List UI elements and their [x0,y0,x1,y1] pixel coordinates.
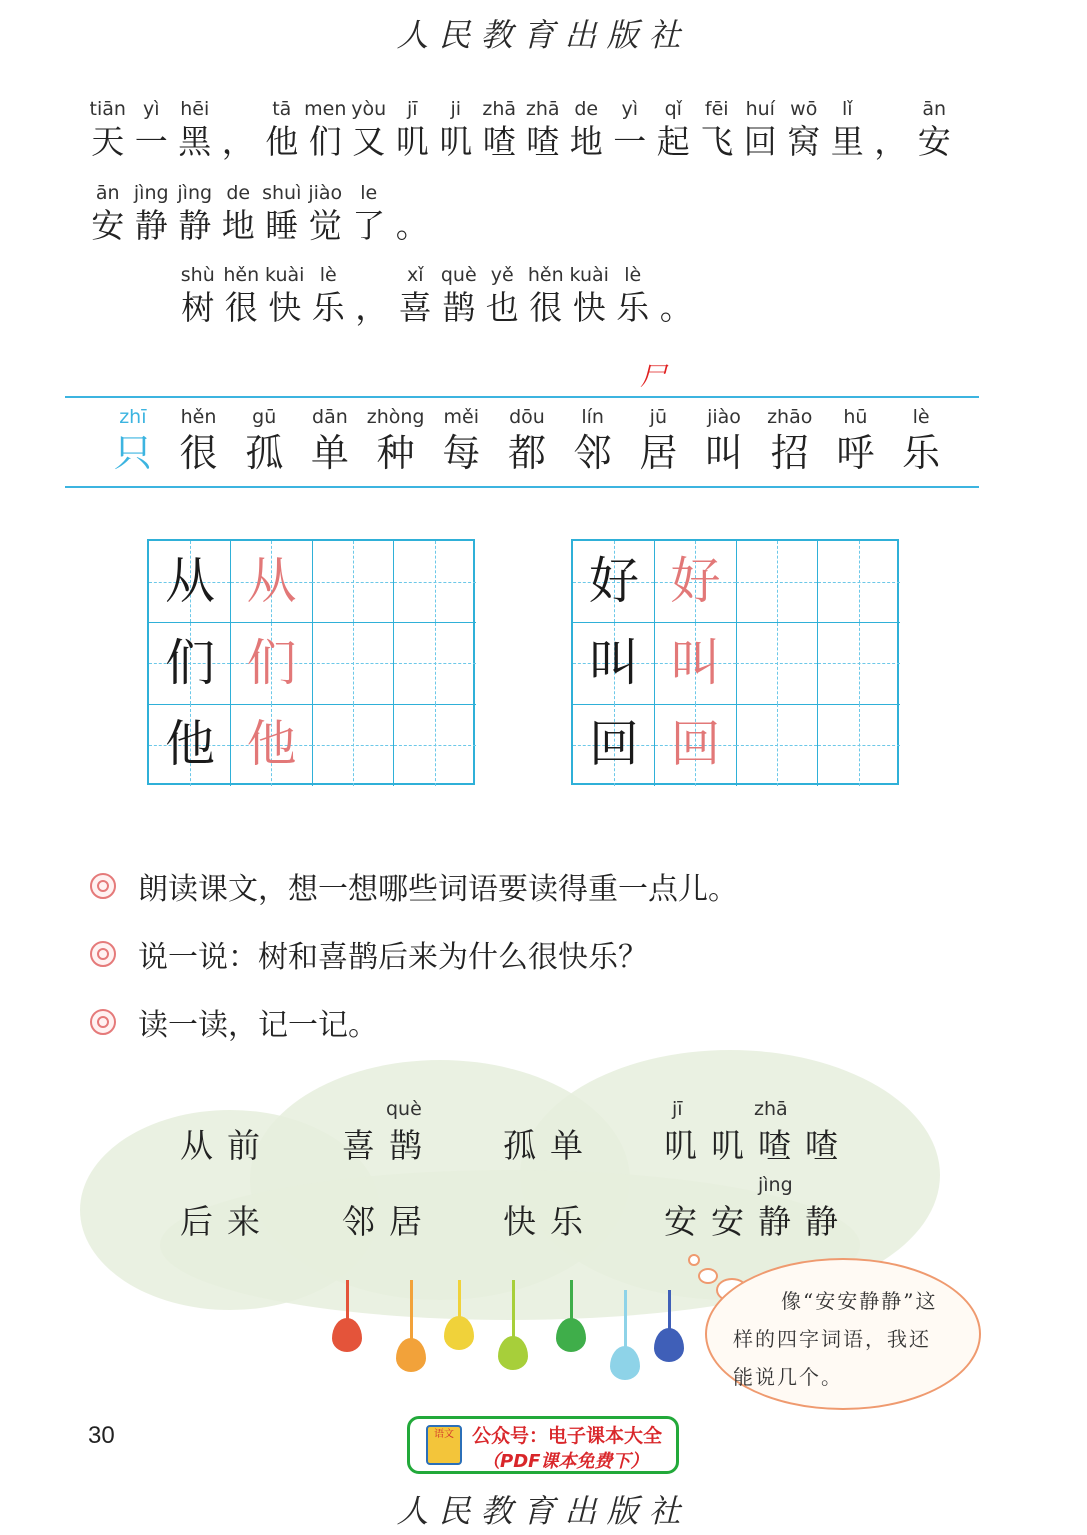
char-with-pinyin [263,262,307,328]
pinyin: lín [581,406,604,428]
pinyin: jiào [308,182,343,204]
word-gudan: 孤单 [503,1126,597,1165]
writing-cell[interactable] [736,541,818,623]
pinyin: ān [922,98,947,120]
hanzi: 树 [181,288,215,327]
trace-character: 从 [246,552,297,610]
char-with-pinyin [437,262,481,328]
char-with-pinyin [739,96,783,162]
pinyin: de [574,98,599,120]
writing-cell[interactable] [736,704,818,786]
hanzi: 窝 [787,122,821,161]
writing-cell[interactable] [149,704,231,786]
pinyin: jū [649,406,667,428]
writing-grid-left [147,539,475,785]
pinyin: ān [95,182,120,204]
writing-cell[interactable] [312,623,394,705]
char-with-pinyin [130,180,174,246]
char-with-pinyin [888,404,954,476]
hanzi: 孤 [245,431,284,475]
hanzi: 睡 [265,206,299,245]
model-character: 从 [165,552,215,610]
char-with-pinyin [304,180,348,246]
passage-line-3 [176,262,698,328]
char-with-pinyin [826,96,870,162]
pinyin: zhā [525,98,560,120]
wechat-badge[interactable] [407,1416,679,1474]
char-with-pinyin [297,404,363,476]
pinyin: zhā [482,98,517,120]
hanzi: 只 [113,431,152,475]
writing-cell[interactable] [736,623,818,705]
hanzi: 很 [179,431,218,475]
pinyin: yòu [351,98,387,120]
hanzi: 又 [352,122,386,161]
writing-cell[interactable] [655,704,737,786]
writing-cell[interactable] [818,541,900,623]
hanzi: 静 [178,206,212,245]
char-with-pinyin [611,262,655,328]
hanzi: 了 [352,206,386,245]
writing-cell[interactable] [573,704,655,786]
writing-cell[interactable] [394,623,476,705]
word-pinyin-jing: jìng [758,1174,793,1196]
char-with-pinyin [86,180,130,246]
pinyin: hěn [223,264,260,286]
char-with-pinyin [166,404,232,476]
pinyin: hū [843,406,868,428]
new-characters-row [100,404,954,476]
hanzi: 安 [91,206,125,245]
model-character: 叫 [589,633,639,692]
model-character: 他 [165,715,215,773]
pinyin: lè [319,264,337,286]
char-with-pinyin [347,96,391,162]
writing-cell[interactable] [573,623,655,705]
hanzi: 叫 [705,431,744,475]
pinyin: gū [252,406,277,428]
hanzi: 。 [395,206,429,245]
hanzi: 乐 [311,288,345,327]
task-text: 读一读，记一记。 [138,1008,378,1043]
bubble-tail-dot [698,1268,718,1284]
top-rule [65,396,979,398]
pinyin: kuài [265,264,305,286]
hanzi: 们 [308,122,342,161]
word-jijizhazha: 叽叽喳喳 [664,1126,852,1165]
hanzi: 种 [376,431,415,475]
swirl-bullet-icon [90,873,116,899]
hanzi: 黑 [178,122,212,161]
char-with-pinyin [217,96,261,162]
model-character: 回 [589,715,639,773]
writing-cell[interactable] [312,541,394,623]
passage-line-1 [86,96,956,162]
char-with-pinyin [231,404,297,476]
pinyin: le [360,182,378,204]
char-with-pinyin [173,96,217,162]
word-pinyin-zha: zhā [754,1098,788,1120]
passage-line-2 [86,180,434,246]
char-with-pinyin [100,404,166,476]
char-with-pinyin [652,96,696,162]
char-with-pinyin [428,404,494,476]
hanzi: 喜 [398,288,432,327]
word-pinyin-ji: jī [672,1098,683,1120]
writing-cell[interactable] [149,623,231,705]
char-with-pinyin [757,404,823,476]
char-with-pinyin [524,262,568,328]
writing-cell[interactable] [818,623,900,705]
hanzi: 很 [529,288,563,327]
hanzi: 鹊 [442,288,476,327]
hanzi: 叽 [439,122,473,161]
hanzi: 他 [265,122,299,161]
writing-cell[interactable] [149,541,231,623]
hanzi: 单 [310,431,349,475]
hanzi: 。 [659,288,693,327]
thought-bubble-text: 像“安安静静”这样的四字词语，我还能说几个。 [733,1289,938,1389]
hanzi: 里 [830,122,864,161]
bottom-rule [65,486,979,488]
char-with-pinyin [494,404,560,476]
char-with-pinyin [521,96,565,162]
pinyin: lè [912,406,930,428]
pinyin: tā [272,98,292,120]
char-with-pinyin [173,180,217,246]
pinyin: lǐ [841,98,853,120]
char-with-pinyin [626,404,692,476]
word-linju: 邻居 [342,1202,436,1241]
trace-character: 好 [670,552,721,610]
hanzi: 呼 [836,431,875,475]
pinyin: fēi [704,98,729,120]
char-with-pinyin [130,96,174,162]
hanzi: 都 [507,431,546,475]
pinyin: jìng [133,182,169,204]
swirl-bullet-icon [90,941,116,967]
hanzi: 地 [569,122,603,161]
badge-line-1: 公众号：电子课本大全 [472,1425,663,1447]
char-with-pinyin [347,180,391,246]
pinyin: kuài [569,264,609,286]
pinyin: měi [443,406,480,428]
hanzi: ， [221,122,255,161]
hanzi: 一 [613,122,647,161]
hanzi: 也 [485,288,519,327]
hanzi: 快 [268,288,302,327]
char-with-pinyin [823,404,889,476]
word-xique: 喜鹊 [342,1126,436,1165]
page-number: 30 [88,1422,115,1449]
publisher-footer: 人民教育出版社 [396,1492,691,1530]
pinyin: hěn [180,406,217,428]
pinyin: yì [621,98,639,120]
char-with-pinyin [434,96,478,162]
char-with-pinyin [220,262,264,328]
char-with-pinyin [655,262,699,328]
pinyin: jī [406,98,418,120]
writing-cell[interactable] [818,704,900,786]
char-with-pinyin [568,262,612,328]
pinyin: de [226,182,251,204]
hanzi: ， [874,122,908,161]
swirl-bullet-icon [90,1009,116,1035]
hanzi: 回 [743,122,777,161]
word-kuaile: 快乐 [503,1202,597,1241]
hanzi: 起 [656,122,690,161]
pinyin: yì [142,98,160,120]
book-icon: 语文 [426,1425,462,1465]
hanzi: 飞 [700,122,734,161]
char-with-pinyin [913,96,957,162]
publisher-header: 人民教育出版社 [396,16,691,54]
hanzi: 安 [917,122,951,161]
pinyin: jìng [177,182,213,204]
char-with-pinyin [394,262,438,328]
char-with-pinyin [363,404,429,476]
writing-cell[interactable] [231,704,313,786]
task-discuss [90,932,648,976]
pinyin: jiào [707,406,741,428]
task-read-remember [90,1000,378,1044]
hanzi: 每 [442,431,481,475]
writing-cell[interactable] [312,704,394,786]
writing-cell[interactable] [655,623,737,705]
pinyin: zhāo [767,406,813,428]
hanzi: 喳 [526,122,560,161]
hanzi: 乐 [616,288,650,327]
pinyin: wō [790,98,818,120]
hanzi: 静 [134,206,168,245]
char-with-pinyin [391,180,435,246]
writing-cell[interactable] [231,623,313,705]
writing-cell[interactable] [655,541,737,623]
trace-character: 回 [670,715,721,773]
pinyin: dān [312,406,348,428]
char-with-pinyin [695,96,739,162]
char-with-pinyin [307,262,351,328]
trace-character: 叫 [670,633,721,692]
hanzi: 招 [770,431,809,475]
char-with-pinyin [260,180,304,246]
hanzi: ， [355,288,389,327]
pinyin: huí [745,98,775,120]
writing-cell[interactable] [394,541,476,623]
hanzi: 叽 [395,122,429,161]
char-with-pinyin [481,262,525,328]
char-with-pinyin [565,96,609,162]
pinyin: què [440,264,477,286]
hanzi: 居 [639,431,678,475]
word-congqian: 从前 [180,1126,274,1165]
writing-grid-right [571,539,899,785]
hanzi: 地 [221,206,255,245]
task-text: 朗读课文，想一想哪些词语要读得重一点儿。 [138,872,738,907]
pinyin: dōu [509,406,545,428]
hanzi: 一 [134,122,168,161]
pinyin: qǐ [664,98,682,120]
pinyin: lè [624,264,642,286]
char-with-pinyin [691,404,757,476]
writing-cell[interactable] [573,541,655,623]
hanzi: 天 [91,122,125,161]
char-with-pinyin [350,262,394,328]
pinyin: yě [490,264,514,286]
pinyin: hěn [527,264,564,286]
char-with-pinyin [176,262,220,328]
task-read-aloud [90,864,738,908]
hanzi: 很 [224,288,258,327]
pinyin: tiān [89,98,126,120]
trace-character: 他 [246,715,297,773]
char-with-pinyin [217,180,261,246]
pinyin: zhòng [366,406,425,428]
char-with-pinyin [608,96,652,162]
word-houlai: 后来 [180,1202,274,1241]
model-character: 好 [589,552,639,610]
badge-line-2: （PDF课本免费下） [482,1451,649,1472]
hanzi: 邻 [573,431,612,475]
hanzi: 喳 [482,122,516,161]
word-pinyin-que: què [386,1098,422,1120]
char-with-pinyin [304,96,348,162]
char-with-pinyin [391,96,435,162]
hanzi: 觉 [308,206,342,245]
task-text: 说一说：树和喜鹊后来为什么很快乐？ [138,940,648,975]
pinyin: zhī [119,406,147,428]
char-with-pinyin [86,96,130,162]
char-with-pinyin [782,96,826,162]
hanzi: 快 [572,288,606,327]
pinyin: men [304,98,347,120]
hanzi: 乐 [902,431,941,475]
char-with-pinyin [478,96,522,162]
char-with-pinyin [869,96,913,162]
bubble-tail-dot [688,1254,700,1266]
pinyin: xǐ [406,264,424,286]
pinyin: shù [180,264,215,286]
pinyin: hēi [180,98,210,120]
char-with-pinyin [260,96,304,162]
word-ananjingjing: 安安静静 [664,1202,852,1241]
writing-cell[interactable] [231,541,313,623]
pinyin: shuì [262,182,302,204]
char-with-pinyin [560,404,626,476]
radical-hint: 尸 [640,362,667,392]
writing-cell[interactable] [394,704,476,786]
pinyin: ji [450,98,462,120]
model-character: 们 [165,633,215,692]
trace-character: 们 [246,633,297,692]
